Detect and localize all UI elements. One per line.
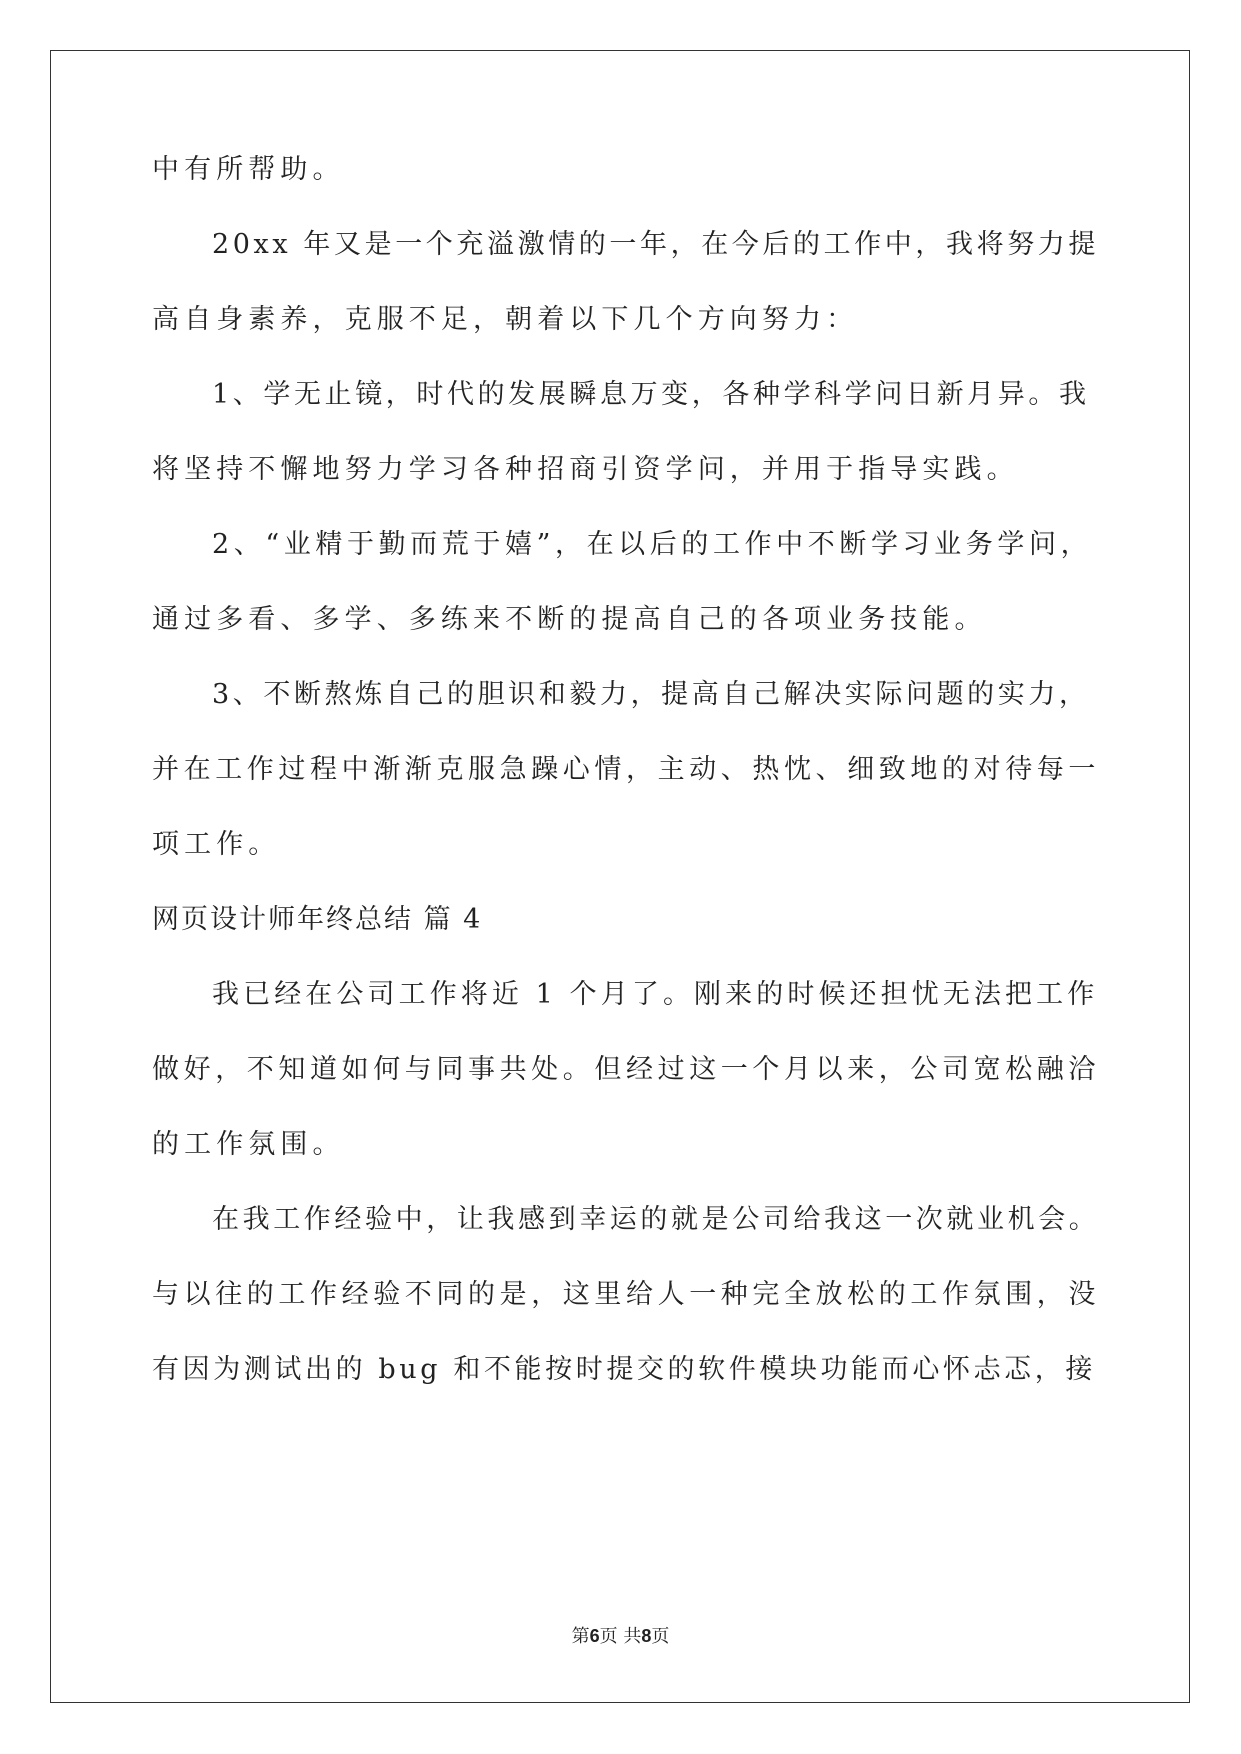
text-line: 做好，不知道如何与同事共处。但经过这一个月以来，公司宽松融洽: [152, 1054, 1100, 1085]
text-line: 的工作氛围。: [152, 1129, 345, 1160]
total-pages: 8: [641, 1626, 652, 1646]
text-line: 高自身素养，克服不足，朝着以下几个方向努力：: [152, 304, 859, 335]
list-item-1: 1、学无止镜，时代的发展瞬息万变，各种学科学问日新月异。我: [212, 379, 1090, 410]
page-footer: [0, 1624, 1241, 1649]
page-prefix: 第: [571, 1626, 590, 1647]
paragraph-start: 20xx 年又是一个充溢激情的一年，在今后的工作中，我将努力提: [212, 229, 1099, 260]
text-line: 与以往的工作经验不同的是，这里给人一种完全放松的工作氛围，没: [152, 1279, 1100, 1310]
list-item-3: 3、不断熬炼自己的胆识和毅力，提高自己解决实际问题的实力，: [212, 679, 1090, 710]
page-number: 6: [589, 1626, 600, 1646]
text-line: 并在工作过程中渐渐克服急躁心情，主动、热忱、细致地的对待每一: [152, 754, 1100, 785]
list-item-2: 2、“业精于勤而荒于嬉”，在以后的工作中不断学习业务学问，: [212, 529, 1093, 560]
page-border: [50, 50, 1190, 1703]
paragraph-start: 我已经在公司工作将近 1 个月了。刚来的时候还担忧无法把工作: [212, 979, 1099, 1010]
text-line: 中有所帮助。: [152, 154, 345, 185]
text-line: 将坚持不懈地努力学习各种招商引资学问，并用于指导实践。: [152, 454, 1019, 485]
text-line: 通过多看、多学、多练来不断的提高自己的各项业务技能。: [152, 604, 987, 635]
text-line: 项工作。: [152, 829, 281, 860]
section-heading: 网页设计师年终总结 篇 4: [152, 904, 483, 935]
page-suffix: 页: [651, 1626, 670, 1647]
paragraph-start: 在我工作经验中，让我感到幸运的就是公司给我这一次就业机会。: [212, 1204, 1100, 1235]
page-mid: 页 共: [599, 1626, 642, 1647]
text-line: 有因为测试出的 bug 和不能按时提交的软件模块功能而心怀忐忑，接: [152, 1354, 1096, 1385]
